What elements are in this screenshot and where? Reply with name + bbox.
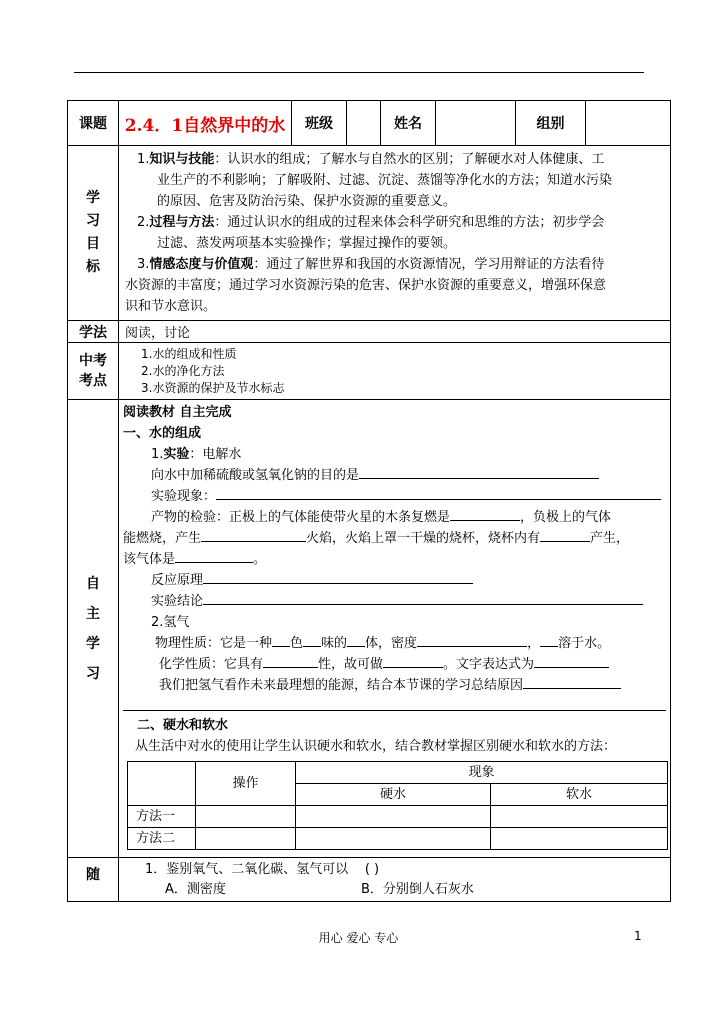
cell[interactable]	[296, 806, 491, 828]
footer-text: 用心 爱心 专心	[318, 931, 399, 945]
method-text: 阅读，讨论	[119, 321, 671, 343]
blank[interactable]	[540, 634, 558, 647]
blank-line[interactable]	[123, 696, 666, 711]
group-field[interactable]	[586, 101, 671, 146]
col-hard-water: 硬水	[296, 784, 491, 806]
row-method-2: 方法二	[128, 828, 196, 850]
class-field[interactable]	[347, 101, 381, 146]
cell[interactable]	[491, 806, 668, 828]
self-study-content: 阅读教材 自主完成 一、水的组成 1.实验：电解水 向水中加稀硫酸或氢氧化钠的目的是 实验现象： 产物的检验：正极上的气体能使带火星的木条复燃是 ，负极上的气体 能燃烧，产生 火焰，火焰上罩一干燥的烧杯，烧杯内有 产生， 该气体是 。 反应原理 实验结论 2.氢气 物理性质：它是一种 色 味的 体，密度 ， 溶于水。 化学性质：它具有 性，故可做 。文字表达式为 我们把氢气看作未来最理想的能源，结合本节课的学习总结原因 二、硬水和软水 从生活中对水的使用让学生认识硬水和软水，结合教材掌握区别硬水和软水的方法： 操作 现象 硬水 软水 方法一 方法二	[119, 400, 671, 858]
blank[interactable]	[263, 655, 318, 668]
blank[interactable]	[203, 571, 473, 584]
cell[interactable]	[196, 828, 296, 850]
blank[interactable]	[216, 487, 661, 500]
blank[interactable]	[417, 634, 527, 647]
blank[interactable]	[272, 634, 290, 647]
label-group: 组别	[516, 101, 586, 146]
blank[interactable]	[534, 655, 609, 668]
header-rule	[74, 72, 644, 73]
label-topic: 课题	[68, 101, 119, 146]
blank[interactable]	[383, 655, 443, 668]
name-field[interactable]	[436, 101, 516, 146]
blank[interactable]	[347, 634, 365, 647]
page-number: 1	[634, 929, 642, 943]
blank[interactable]	[523, 676, 621, 689]
exam-points: 1.水的组成和性质 2.水的净化方法 3.水资源的保护及节水标志	[119, 343, 671, 400]
col-operation: 操作	[196, 762, 296, 806]
blank[interactable]	[540, 529, 590, 542]
hardness-corner	[128, 762, 196, 806]
label-name: 姓名	[381, 101, 436, 146]
self-study-label: 自 主 学 习	[68, 400, 119, 858]
label-class: 班级	[292, 101, 347, 146]
objectives-content: 1.知识与技能：认识水的组成；了解水与自然水的区别；了解硬水对人体健康、工 业生产的不利影响；了解吸附、过滤、沉淀、蒸馏等净化水的方法；知道水污染 的原因、危害及防治污染、保护水资源的重要意义。 2.过程与方法：通过认识水的组成的过程来体会科学研究和思维的方法；初步学会 过滤、蒸发两项基本实验操作；掌握过操作的要领。 3.情感态度与价值观：通过了解世界和我国的水资源情况，学习用辩证的方法看待 水资源的丰富度；通过学习水资源污染的危害、保护水资源的重要意义，增强环保意 识和节水意识。	[119, 146, 671, 321]
blank[interactable]	[359, 466, 599, 479]
exam-label: 中考 考点	[68, 343, 119, 400]
objectives-label: 学 习 目 标	[68, 146, 119, 321]
blank[interactable]	[201, 529, 306, 542]
method-label: 学法	[68, 321, 119, 343]
follow-label: 随	[68, 858, 119, 902]
blank[interactable]	[303, 634, 321, 647]
row-method-1: 方法一	[128, 806, 196, 828]
cell[interactable]	[196, 806, 296, 828]
blank[interactable]	[450, 508, 520, 521]
hardness-table	[127, 761, 668, 850]
follow-content: 1．鉴别氧气、二氧化碳、氢气可以 ( ) A．测密度 B．分别倒人石灰水	[119, 858, 671, 902]
lesson-title: 2.4．1自然界中的水	[119, 101, 292, 146]
col-phenomenon: 现象	[296, 762, 668, 784]
col-soft-water: 软水	[491, 784, 668, 806]
blank[interactable]	[175, 550, 253, 563]
lesson-table	[67, 100, 671, 902]
cell[interactable]	[296, 828, 491, 850]
blank[interactable]	[203, 592, 643, 605]
cell[interactable]	[491, 828, 668, 850]
